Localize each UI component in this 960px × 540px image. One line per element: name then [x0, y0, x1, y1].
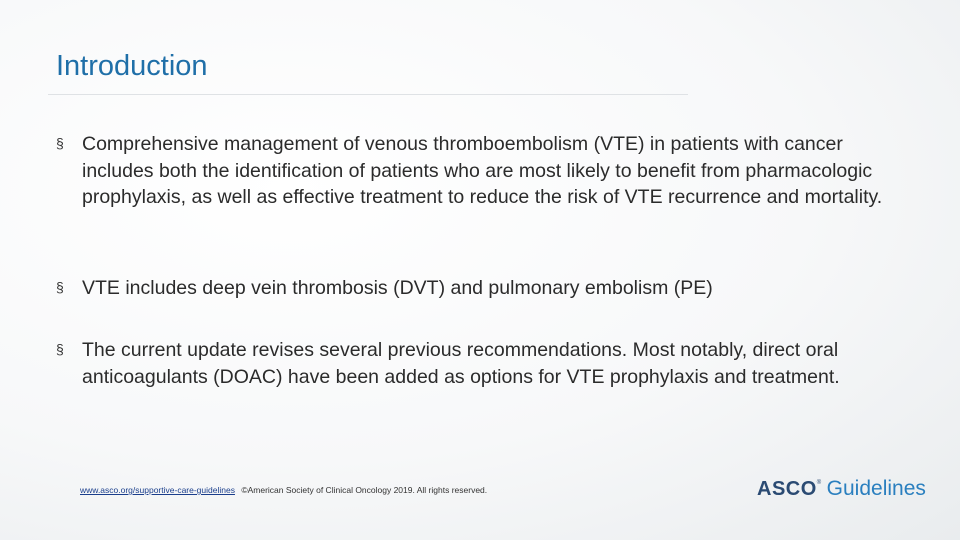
- bullet-marker-icon: §: [56, 341, 64, 357]
- title-divider: [48, 94, 688, 95]
- logo-brand: ASCO: [757, 478, 817, 500]
- bullet-text: The current update revises several previous recommendations. Most notably, direct oral anticoagulants (DOAC) have been added as options for VTE prophylaxis and treatment.: [82, 339, 840, 388]
- bullet-marker-icon: §: [56, 279, 64, 295]
- bullet-item-1: [56, 131, 906, 211]
- logo-registered-mark: ®: [816, 480, 822, 486]
- logo-product: Guidelines: [826, 477, 926, 500]
- bullet-text: VTE includes deep vein thrombosis (DVT) and pulmonary embolism (PE): [82, 277, 713, 299]
- asco-guidelines-logo: [757, 478, 926, 499]
- footer: [80, 485, 487, 495]
- bullet-item-2: [56, 275, 906, 302]
- slide-title: Introduction: [56, 50, 208, 82]
- guidelines-link[interactable]: www.asco.org/supportive-care-guidelines: [80, 485, 235, 495]
- bullet-marker-icon: §: [56, 135, 64, 151]
- copyright-text: ©American Society of Clinical Oncology 2019. All rights reserved.: [241, 485, 488, 495]
- bullet-text: Comprehensive management of venous thromboembolism (VTE) in patients with cancer includes both the identification of patients who are most likely to benefit from pharmacologic prophylaxis, as well as effective treatment to reduce the risk of VTE recurrence and mortality.: [82, 133, 883, 208]
- bullet-item-3: [56, 337, 906, 390]
